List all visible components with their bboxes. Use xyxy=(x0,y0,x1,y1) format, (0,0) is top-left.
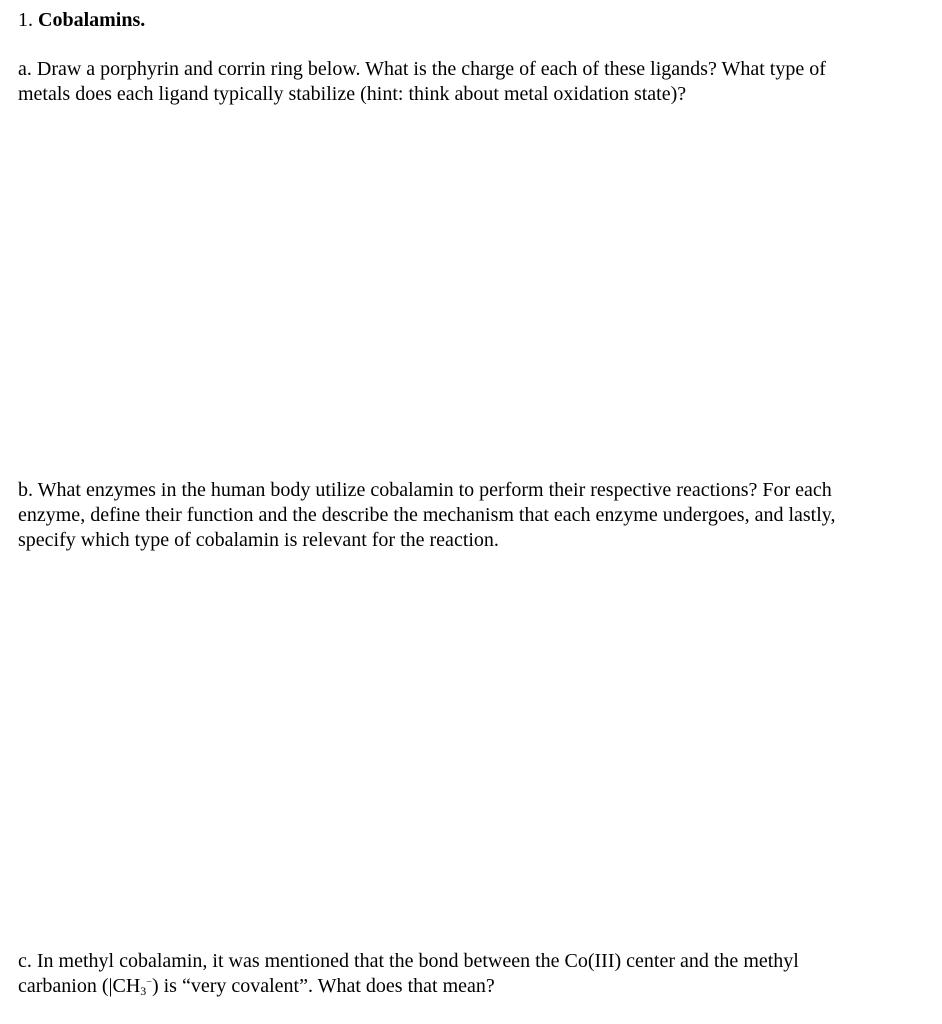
question-c xyxy=(18,949,918,999)
question-a-line-1: a. Draw a porphyrin and corrin ring below. What is the charge of each of these ligands? What type of xyxy=(18,58,826,80)
question-a xyxy=(18,57,918,107)
answer-space-b[interactable] xyxy=(18,556,918,941)
question-a-line-2: metals does each ligand typically stabilize (hint: think about metal oxidation state)? xyxy=(18,83,687,105)
section-title: Cobalamins. xyxy=(38,9,146,31)
question-b-line-1: b. What enzymes in the human body utilize cobalamin to perform their respective reactions? For each xyxy=(18,479,832,501)
answer-space-a[interactable] xyxy=(18,110,918,470)
question-c-line-1: c. In methyl cobalamin, it was mentioned that the bond between the Co(III) center and the methyl xyxy=(18,950,799,972)
question-b xyxy=(18,478,918,553)
question-c-line-2-prefix: carbanion (|CH xyxy=(18,975,141,997)
question-b-line-2: enzyme, define their function and the describe the mechanism that each enzyme undergoes, and lastly, xyxy=(18,504,836,526)
methyl-subscript: 3 xyxy=(140,984,147,998)
section-heading xyxy=(18,8,145,33)
question-c-line-2 xyxy=(18,974,918,999)
charge-superscript: − xyxy=(146,977,152,988)
question-c-line-2-suffix: ) is “very covalent”. What does that mean? xyxy=(151,975,495,997)
section-number: 1. xyxy=(18,9,38,31)
question-b-line-3: specify which type of cobalamin is relevant for the reaction. xyxy=(18,529,499,551)
